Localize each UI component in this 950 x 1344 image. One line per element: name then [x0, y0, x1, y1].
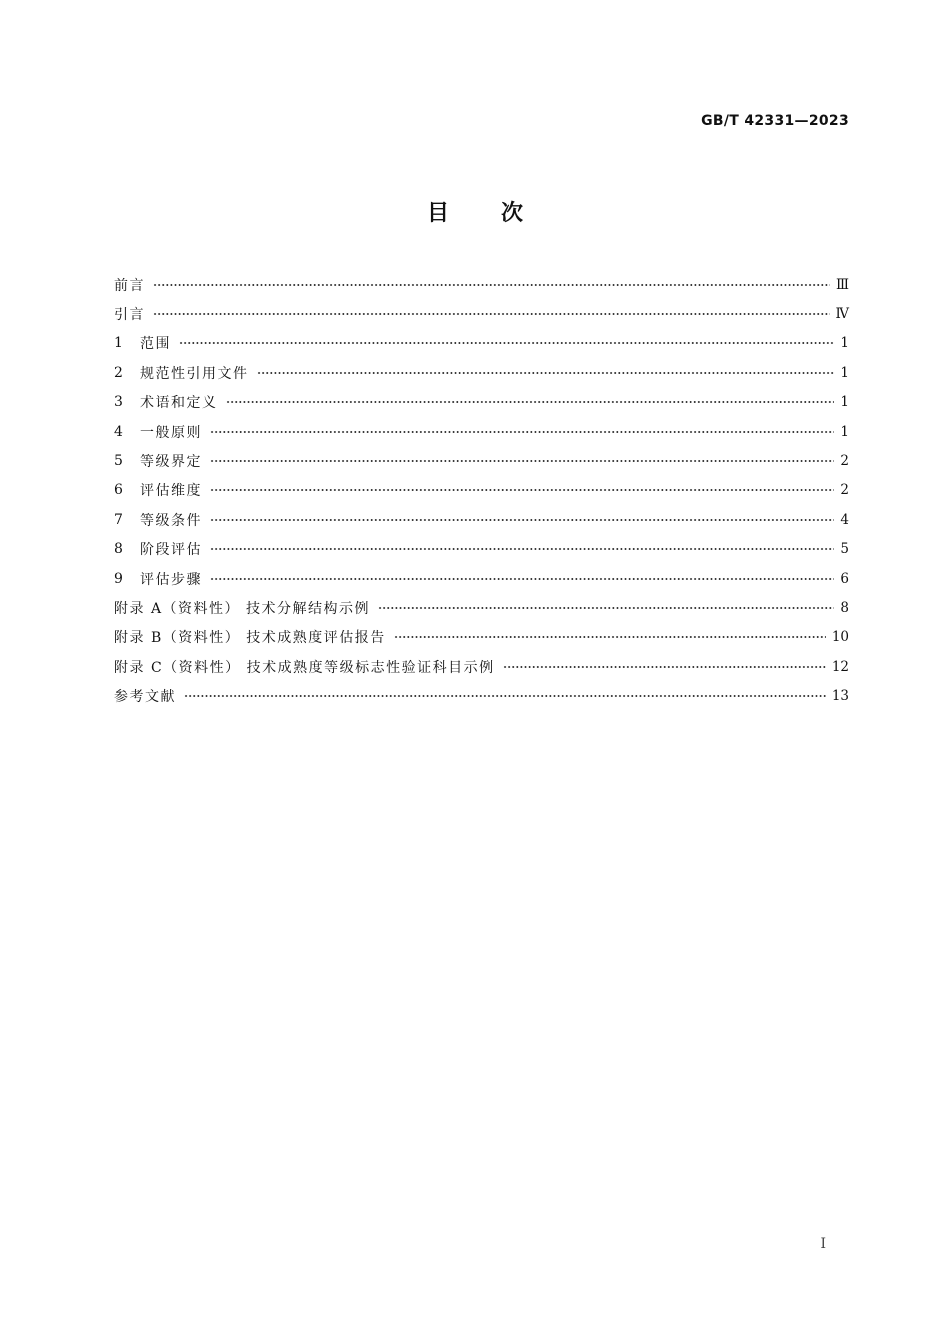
footer-page-number: I: [820, 1236, 826, 1252]
dot-leader: [226, 395, 835, 409]
toc-entry-label: 附录 B（资料性） 技术成熟度评估报告: [114, 630, 386, 647]
dot-leader: [179, 336, 834, 350]
toc-entry[interactable]: [114, 505, 849, 534]
toc-entry[interactable]: [114, 358, 849, 387]
dot-leader: [210, 425, 834, 439]
toc-entry-number: 3: [114, 394, 123, 411]
document-code: GB/T 42331—2023: [701, 113, 849, 129]
toc-entry-page-number: 8: [840, 599, 849, 616]
toc-entry-page-number: 1: [840, 394, 849, 411]
toc-entry-number: 9: [114, 570, 123, 587]
toc-entry-label: 附录 C（资料性） 技术成熟度等级标志性验证科目示例: [114, 659, 495, 676]
toc-entry-label: 等级界定: [140, 454, 202, 471]
toc-entry-number: 7: [114, 511, 123, 528]
toc-entry-page-number: 1: [840, 423, 849, 440]
toc-entry-label: 等级条件: [140, 512, 202, 529]
toc-entry-label: 一般原则: [140, 424, 202, 441]
toc-entry-number: 4: [114, 423, 123, 440]
dot-leader: [153, 278, 830, 292]
toc-entry[interactable]: [114, 299, 849, 328]
dot-leader: [210, 572, 834, 586]
toc-entry-number: 1: [114, 335, 123, 352]
toc-entry-label: 阶段评估: [140, 542, 202, 559]
dot-leader: [210, 483, 834, 497]
toc-entry-page-number: Ⅲ: [835, 276, 849, 293]
toc-entry-number: 2: [114, 364, 123, 381]
toc-entry-label: 规范性引用文件: [140, 365, 249, 382]
toc-entry-page-number: 12: [831, 658, 849, 675]
dot-leader: [257, 366, 835, 380]
toc-entry-page-number: 10: [831, 629, 849, 646]
toc-entry-label: 评估步骤: [140, 571, 202, 588]
toc-entry-page-number: 1: [840, 335, 849, 352]
toc-entry[interactable]: [114, 564, 849, 593]
toc-entry-page-number: 6: [840, 570, 849, 587]
toc-entry-page-number: 13: [831, 688, 849, 705]
toc-entry-number: 6: [114, 482, 123, 499]
toc-entry-page-number: 4: [840, 511, 849, 528]
page-title: 目次: [426, 201, 575, 226]
toc-entry-label: 术语和定义: [140, 395, 218, 412]
dot-leader: [394, 630, 826, 644]
toc-entry[interactable]: [114, 535, 849, 564]
toc-entry-number: 8: [114, 541, 123, 558]
toc-entry-label: 引言: [114, 307, 145, 324]
dot-leader: [503, 660, 826, 674]
dot-leader: [210, 454, 834, 468]
toc-entry-page-number: 5: [840, 541, 849, 558]
toc-entry-page-number: 1: [840, 364, 849, 381]
toc-entry[interactable]: [114, 623, 849, 652]
toc-entry[interactable]: [114, 593, 849, 622]
dot-leader: [210, 542, 834, 556]
toc-entry-page-number: Ⅳ: [835, 306, 849, 323]
toc-entry[interactable]: [114, 446, 849, 475]
toc-entry[interactable]: [114, 681, 849, 710]
toc-entry[interactable]: [114, 270, 849, 299]
table-of-contents: [114, 270, 849, 711]
toc-entry[interactable]: [114, 329, 849, 358]
dot-leader: [153, 307, 830, 321]
dot-leader: [378, 601, 834, 615]
dot-leader: [210, 513, 834, 527]
toc-entry[interactable]: [114, 652, 849, 681]
dot-leader: [184, 689, 826, 703]
toc-entry-page-number: 2: [840, 482, 849, 499]
toc-entry-label: 范围: [140, 336, 171, 353]
toc-entry[interactable]: [114, 417, 849, 446]
toc-entry-page-number: 2: [840, 453, 849, 470]
toc-entry-label: 附录 A（资料性） 技术分解结构示例: [114, 600, 371, 617]
toc-entry-label: 参考文献: [114, 689, 176, 706]
toc-entry-label: 评估维度: [140, 483, 202, 500]
toc-entry[interactable]: [114, 388, 849, 417]
toc-entry-number: 5: [114, 453, 123, 470]
toc-entry[interactable]: [114, 476, 849, 505]
toc-entry-label: 前言: [114, 277, 145, 294]
